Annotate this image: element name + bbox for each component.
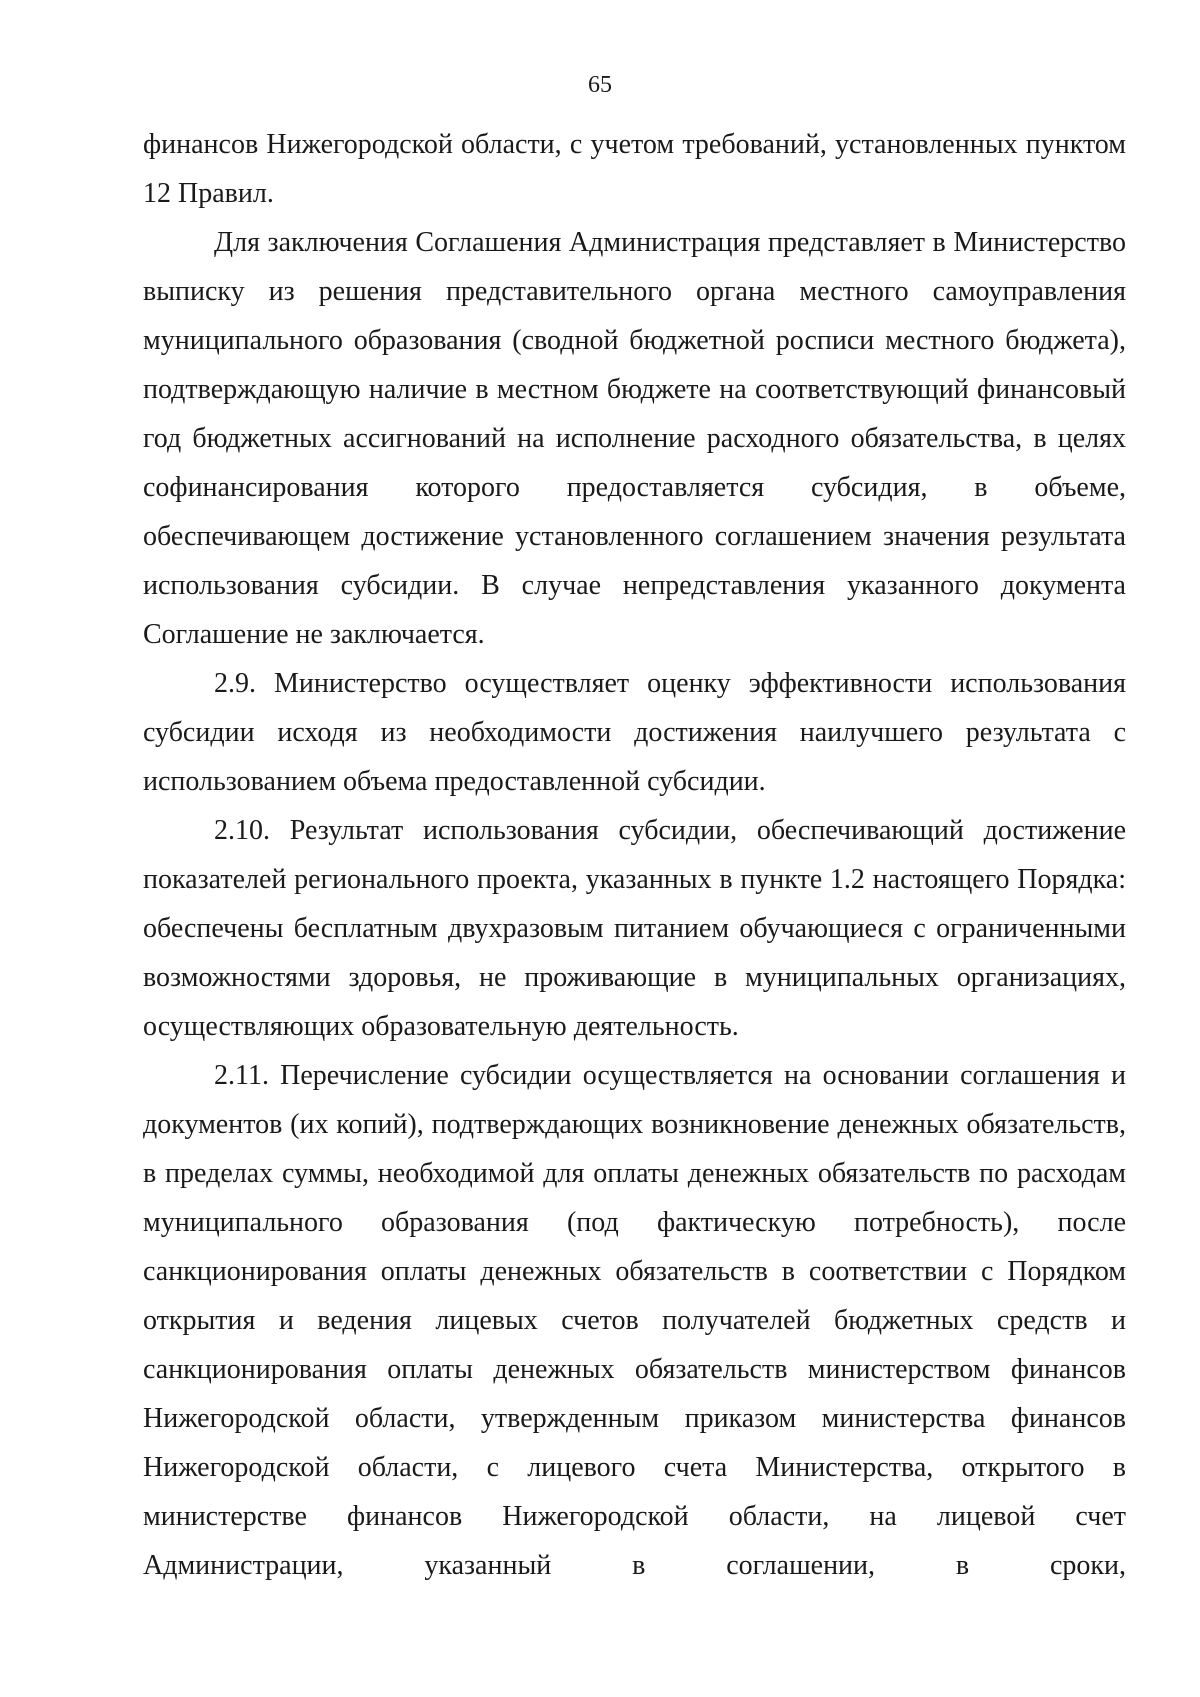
paragraph-2-9: 2.9. Министерство осуществляет оценку эффективности использования субсидии исходя из необходимости достижения наилучшего результата с использованием объема предоставленной субсидии.	[143, 668, 1126, 797]
document-body	[143, 120, 1126, 1590]
paragraph-continuation: финансов Нижегородской области, с учетом требований, установленных пунктом 12 Правил.	[143, 129, 1126, 209]
paragraph-agreement-conditions: Для заключения Соглашения Администрация представляет в Министерство выписку из решения представительного органа местного самоуправления муниципального образования (сводной бюджетной росписи местного бюджета), подтверждающую наличие в местном бюджете на соответствующий финансовый год бюджетных ассигнований на исполнение расходного обязательства, в целях софинансирования которого предоставляется субсидия, в объеме, обеспечивающем достижение установленного соглашением значения результата использования субсидии. В случае непредставления указанного документа Соглашение не заключается.	[143, 227, 1126, 650]
page-number: 65	[588, 72, 612, 98]
paragraph-2-10: 2.10. Результат использования субсидии, обеспечивающий достижение показателей регионального проекта, указанных в пункте 1.2 настоящего Порядка: обеспечены бесплатным двухразовым питанием обучающиеся с ограниченными возможностями здоровья, не проживающие в муниципальных организациях, осуществляющих образовательную деятельность.	[143, 815, 1126, 1042]
paragraph-2-11: 2.11. Перечисление субсидии осуществляется на основании соглашения и документов (их копий), подтверждающих возникновение денежных обязательств, в пределах суммы, необходимой для оплаты денежных обязательств по расходам муниципального образования (под фактическую потребность), после санкционирования оплаты денежных обязательств в соответствии с Порядком открытия и ведения лицевых счетов получателей бюджетных средств и санкционирования оплаты денежных обязательств министерством финансов Нижегородской области, утвержденным приказом министерства финансов Нижегородской области, с лицевого счета Министерства, открытого в министерстве финансов Нижегородской области, на лицевой счет Администрации, указанный в соглашении, в сроки,	[143, 1060, 1126, 1581]
